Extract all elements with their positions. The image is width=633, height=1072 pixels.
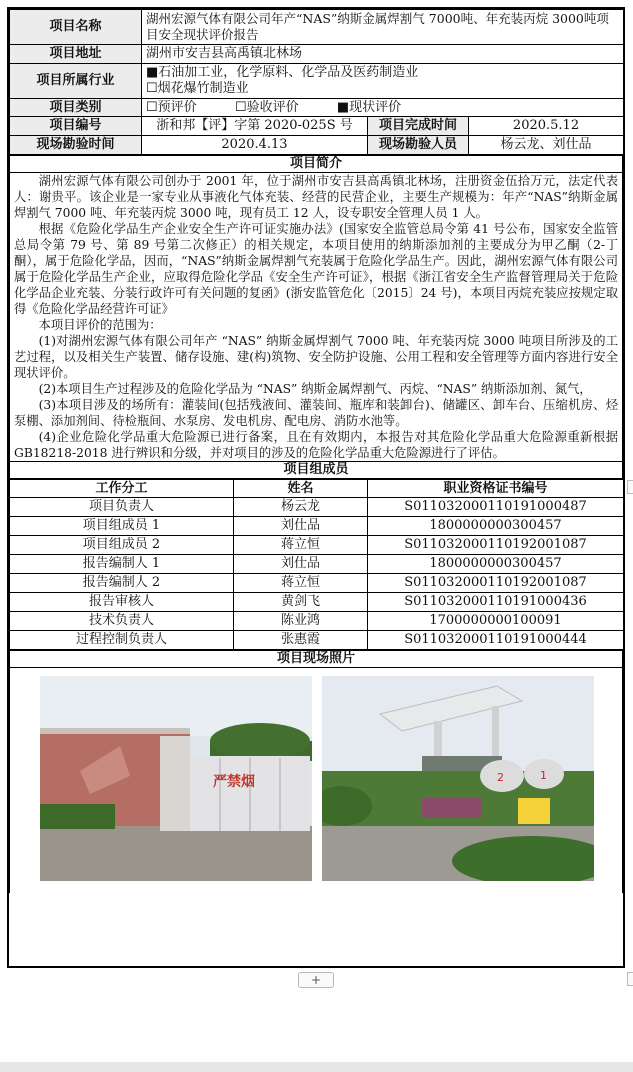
bottom-bar: [0, 1062, 633, 1072]
intro-table: [9, 155, 623, 479]
member-role: 报告审核人: [10, 593, 234, 612]
member-cert: S011032000110192001087: [368, 574, 624, 593]
member-cert: 1800000000300457: [368, 517, 624, 536]
photos-table: [9, 650, 623, 893]
col-role-header: 工作分工: [10, 480, 234, 498]
member-cert: S011032000110192001087: [368, 536, 624, 555]
report-form: [7, 7, 625, 968]
table-row: [10, 593, 624, 612]
survey-staff-label: 现场勘验人员: [368, 136, 469, 155]
member-name: 蒋立恒: [234, 574, 368, 593]
address-label: 项目地址: [10, 45, 142, 64]
project-name-label: 项目名称: [10, 10, 142, 45]
table-row: [10, 517, 624, 536]
members-table: [9, 479, 624, 650]
member-name: 蒋立恒: [234, 536, 368, 555]
col-cert-header: 职业资格证书编号: [368, 480, 624, 498]
intro-body: [10, 173, 623, 462]
intro-paragraph: (1)对湖州宏源气体有限公司年产 “NAS” 纳斯金属焊割气 7000 吨、年充装丙烷 3000 吨项目所涉及的工艺过程，以及相关生产装置、储存设施、建(构)筑物、安全防护设施、公用工程和安全管理等方面内容进行安全现状评价。: [14, 334, 618, 380]
members-title: 项目组成员: [10, 462, 623, 479]
industry-options: [142, 64, 624, 99]
member-name: 刘仕品: [234, 517, 368, 536]
member-cert: S011032000110191000444: [368, 631, 624, 650]
member-role: 技术负责人: [10, 612, 234, 631]
intro-paragraph: 湖州宏源气体有限公司创办于 2001 年，位于湖州市安吉县高禹镇北林场，注册资金伍拾万元，法定代表人：谢贵平。该企业是一家专业从事液化气体充装、经营的民营企业，主要生产规模为：年产“NAS”纳斯金属焊割气 7000 吨、年充装丙烷 3000 吨，现有员工 12 人，设专职安全管理人员 1 人。: [14, 174, 618, 220]
project-name-value: 湖州宏源气体有限公司年产“NAS”纳斯金属焊割气 7000吨、年充装丙烷 3000吨项目安全现状评价报告: [142, 10, 624, 45]
photos-title: 项目现场照片: [10, 651, 623, 668]
survey-time-label: 现场勘验时间: [10, 136, 142, 155]
finish-value: 2020.5.12: [469, 117, 624, 136]
header-table: [9, 9, 624, 155]
member-name: 黄剑飞: [234, 593, 368, 612]
industry-option-chemical: ■石油加工业，化学原料、化学品及医药制造业: [146, 65, 419, 80]
right-edge-handle[interactable]: [627, 480, 633, 494]
finish-label: 项目完成时间: [368, 117, 469, 136]
table-row: [10, 631, 624, 650]
intro-paragraph: 根据《危险化学品生产企业安全生产许可证实施办法》(国家安全监管总局令第 41 号公布，国家安全监管总局令第 79 号、第 89 号第二次修正）的相关规定，本项目使用的纳斯添加剂的主要成分为甲乙酮（2-丁酮），属于危险化学品，因而，“NAS”纳斯金属焊割气充装属于危险化学品生产。因此，湖州宏源气体有限公司属于危险化学品生产企业，应取得危险化学品《安全生产许可证》，根据《浙江省安全生产监督管理局关于危险化学品企业充装、分装行政许可有关问题的复函》(浙安监管危化〔2015〕24 号)，本项目丙烷充装应按规定取得《危险化学品经营许可证》: [14, 222, 618, 316]
industry-option-fireworks: ☐烟花爆竹制造业: [146, 81, 249, 96]
member-role: 项目组成员 1: [10, 517, 234, 536]
photo-area: [10, 668, 622, 893]
site-photo-gate: [40, 676, 312, 881]
industry-label: 项目所属行业: [10, 64, 142, 99]
col-name-header: 姓名: [234, 480, 368, 498]
member-cert: 1700000000100091: [368, 612, 624, 631]
survey-time-value: 2020.4.13: [142, 136, 368, 155]
member-name: 杨云龙: [234, 498, 368, 517]
intro-title: 项目简介: [10, 156, 623, 173]
add-button[interactable]: +: [298, 972, 334, 988]
gate-sign-text: 严禁烟: [213, 774, 255, 790]
number-value: 浙和邦【评】字第 2020-025S 号: [142, 117, 368, 136]
table-row: [10, 555, 624, 574]
category-label: 项目类别: [10, 99, 142, 117]
tank-label: 1: [540, 769, 547, 782]
member-role: 报告编制人 2: [10, 574, 234, 593]
member-role: 报告编制人 1: [10, 555, 234, 574]
member-role: 过程控制负责人: [10, 631, 234, 650]
table-row: [10, 612, 624, 631]
table-row: [10, 498, 624, 517]
address-value: 湖州市安吉县高禹镇北林场: [142, 45, 624, 64]
table-row: [10, 536, 624, 555]
intro-paragraph: 本项目评价的范围为：: [38, 318, 162, 332]
category-option-pre: ☐预评价: [146, 99, 197, 115]
member-name: 陈业鸿: [234, 612, 368, 631]
category-option-acceptance: ☐验收评价: [234, 99, 299, 115]
table-row: [10, 574, 624, 593]
category-options: [142, 99, 624, 117]
survey-staff-value: 杨云龙、刘仕品: [469, 136, 624, 155]
member-role: 项目负责人: [10, 498, 234, 517]
category-option-status: ■现状评价: [336, 99, 402, 115]
member-cert: 1800000000300457: [368, 555, 624, 574]
intro-paragraph: (2)本项目生产过程涉及的危险化学品为 “NAS” 纳斯金属焊割气、丙烷、“NAS” 纳斯添加剂、氮气，: [38, 382, 592, 396]
intro-paragraph: (4)企业危险化学品重大危险源已进行备案，且在有效期内，本报告对其危险化学品重大危险源重新根据 GB18218-2018 进行辨识和分级，并对项目的涉及的危险化学品重大危险源进行了评估。: [14, 430, 618, 460]
intro-paragraph: (3)本项目涉及的场所有：灌装间(包括残液间、灌装间、瓶库和装卸台)、储罐区、卸车台、压缩机房、烃泵棚、添加剂间、待检瓶间、水泵房、发电机房、配电房、消防水池等。: [14, 398, 618, 428]
site-photo-tank: [322, 676, 594, 881]
right-edge-handle[interactable]: [627, 972, 633, 986]
member-cert: S011032000110191000487: [368, 498, 624, 517]
member-role: 项目组成员 2: [10, 536, 234, 555]
member-name: 张惠霞: [234, 631, 368, 650]
member-cert: S011032000110191000436: [368, 593, 624, 612]
member-name: 刘仕品: [234, 555, 368, 574]
number-label: 项目编号: [10, 117, 142, 136]
tank-label: 2: [497, 771, 504, 784]
